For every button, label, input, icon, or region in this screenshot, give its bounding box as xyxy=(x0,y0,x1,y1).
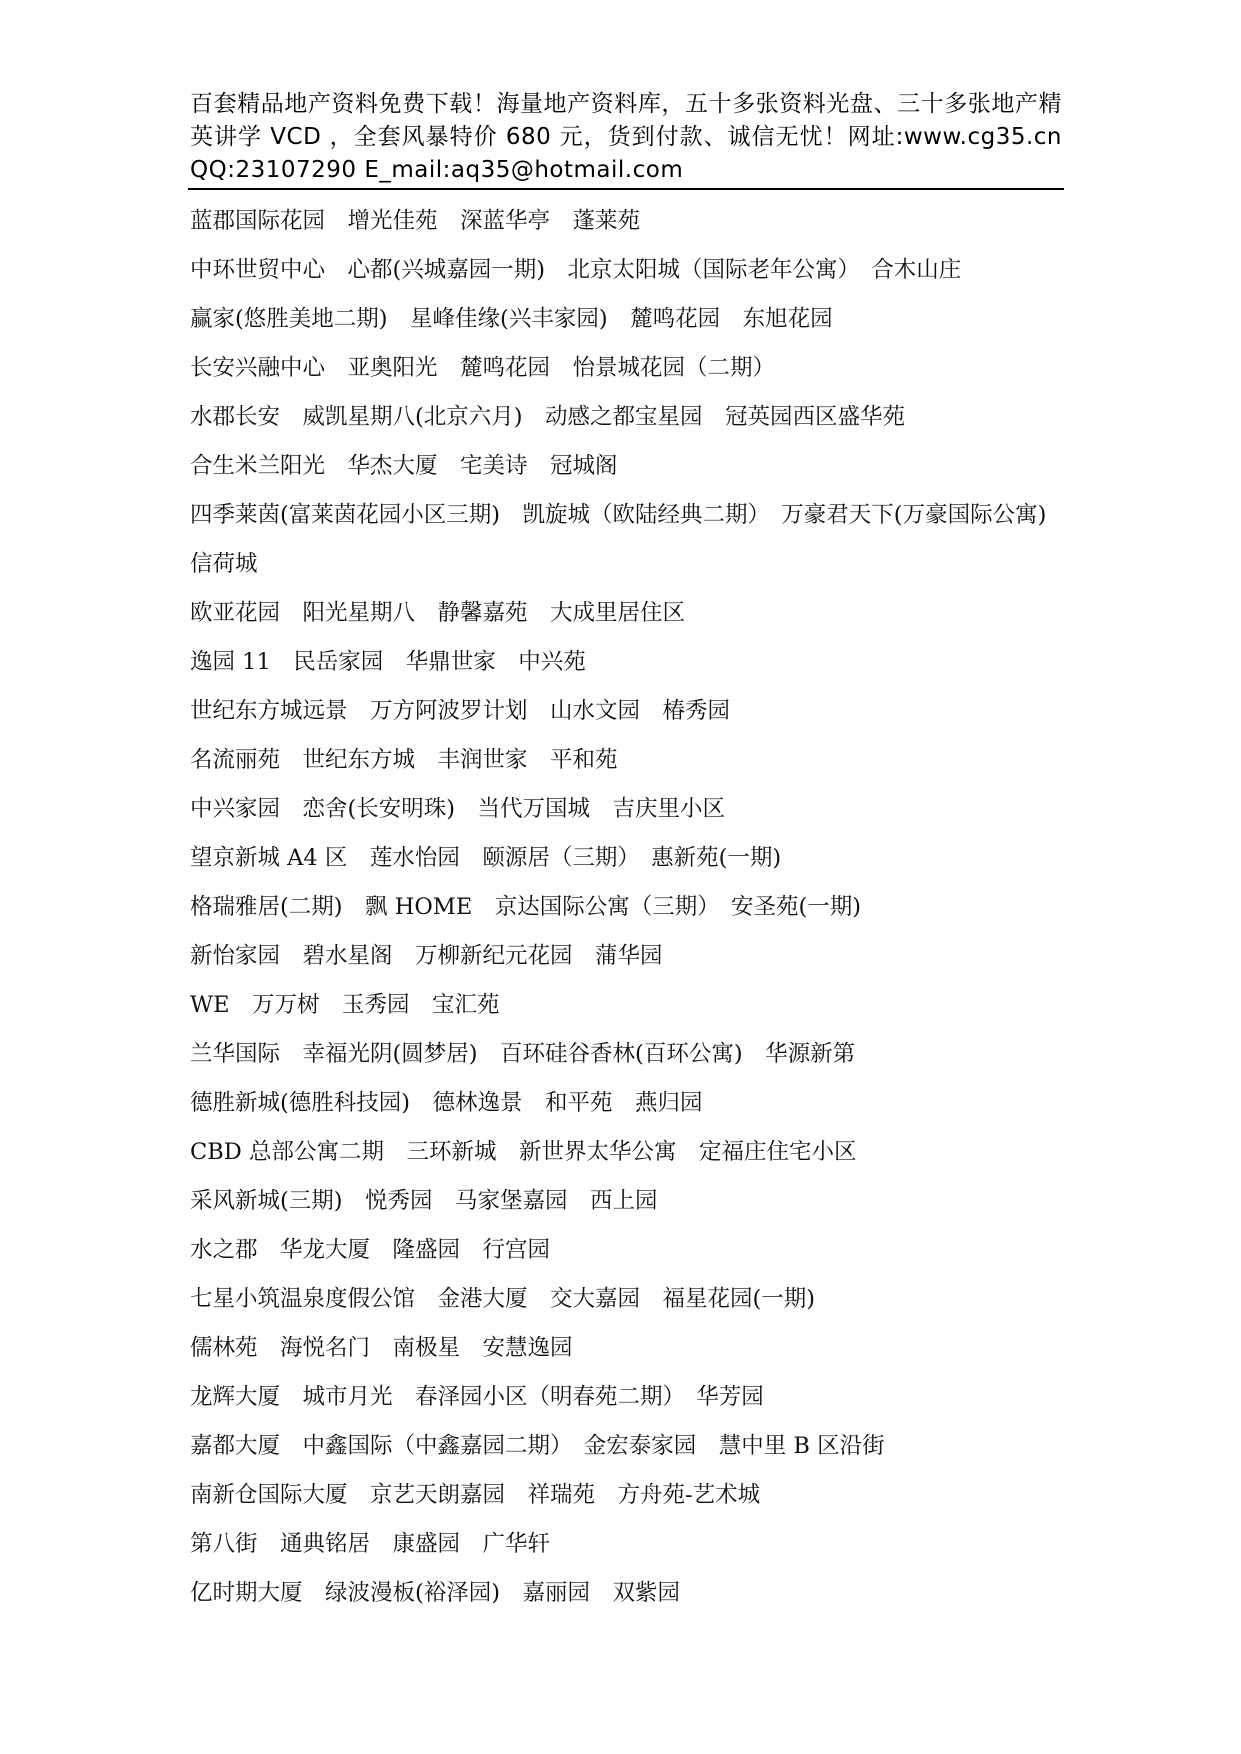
list-item: 七星小筑温泉度假公馆 金港大厦 交大嘉园 福星花园(一期) xyxy=(190,1286,816,1312)
list-item: 逸园 11 民岳家园 华鼎世家 中兴苑 xyxy=(190,649,586,675)
list-item: 新怡家园 碧水星阁 万柳新纪元花园 蒲华园 xyxy=(190,943,663,969)
list-item: 德胜新城(德胜科技园) 德林逸景 和平苑 燕归园 xyxy=(190,1090,703,1116)
list-item: 合生米兰阳光 华杰大厦 宅美诗 冠城阁 xyxy=(190,453,618,479)
list-item: 赢家(悠胜美地二期) 星峰佳缘(兴丰家园) 麓鸣花园 东旭花园 xyxy=(190,306,833,332)
list-item: 水之郡 华龙大厦 隆盛园 行宫园 xyxy=(190,1237,551,1263)
list-item: 嘉都大厦 中鑫国际（中鑫嘉园二期） 金宏泰家园 慧中里 B 区沿街 xyxy=(190,1433,885,1459)
list-item: 望京新城 A4 区 莲水怡园 颐源居（三期） 惠新苑(一期) xyxy=(190,845,782,871)
list-item: 龙辉大厦 城市月光 春泽园小区（明春苑二期） 华芳园 xyxy=(190,1384,764,1410)
list-item: 兰华国际 幸福光阴(圆梦居) 百环硅谷香林(百环公寓) 华源新第 xyxy=(190,1041,856,1067)
list-item: 采风新城(三期) 悦秀园 马家堡嘉园 西上园 xyxy=(190,1188,658,1214)
list-item: 世纪东方城远景 万方阿波罗计划 山水文园 椿秀园 xyxy=(190,698,731,724)
list-item: 名流丽苑 世纪东方城 丰润世家 平和苑 xyxy=(190,747,618,773)
list-item: 中环世贸中心 心都(兴城嘉园一期) 北京太阳城（国际老年公寓） 合木山庄 xyxy=(190,257,962,283)
list-item: 水郡长安 威凯星期八(北京六月) 动感之都宝星园 冠英园西区盛华苑 xyxy=(190,404,906,430)
header-advert-text: 百套精品地产资料免费下载！海量地产资料库，五十多张资料光盘、三十多张地产精英讲学 VCD ，全套风暴特价 680 元，货到付款、诚信无忧！网址:www.cg35.cn QQ:23107290 E_mail:aq35@hotmail.com xyxy=(190,91,1062,183)
list-item: 长安兴融中心 亚奥阳光 麓鸣花园 怡景城花园（二期） xyxy=(190,355,776,381)
list-item: WE 万万树 玉秀园 宝汇苑 xyxy=(190,992,500,1018)
list-item: 蓝郡国际花园 增光佳苑 深蓝华亭 蓬莱苑 xyxy=(190,208,641,234)
list-item: 中兴家园 恋舍(长安明珠) 当代万国城 吉庆里小区 xyxy=(190,796,726,822)
property-list xyxy=(190,197,1069,1618)
list-item: 亿时期大厦 绿波漫板(裕泽园) 嘉丽园 双紫园 xyxy=(190,1580,681,1606)
list-item: 第八街 通典铭居 康盛园 广华轩 xyxy=(190,1531,551,1557)
header-divider xyxy=(188,188,1064,190)
list-item: 儒林苑 海悦名门 南极星 安慧逸园 xyxy=(190,1335,573,1361)
list-item: 南新仓国际大厦 京艺天朗嘉园 祥瑞苑 方舟苑-艺术城 xyxy=(190,1482,761,1508)
list-item: 欧亚花园 阳光星期八 静馨嘉苑 大成里居住区 xyxy=(190,600,686,626)
list-item: 格瑞雅居(二期) 飘 HOME 京达国际公寓（三期） 安圣苑(一期) xyxy=(190,894,862,920)
list-item: CBD 总部公寓二期 三环新城 新世界太华公寓 定福庄住宅小区 xyxy=(190,1139,857,1165)
list-item: 四季莱茵(富莱茵花园小区三期) 凯旋城（欧陆经典二期） 万豪君天下(万豪国际公寓) 信荷城 xyxy=(190,502,1069,577)
